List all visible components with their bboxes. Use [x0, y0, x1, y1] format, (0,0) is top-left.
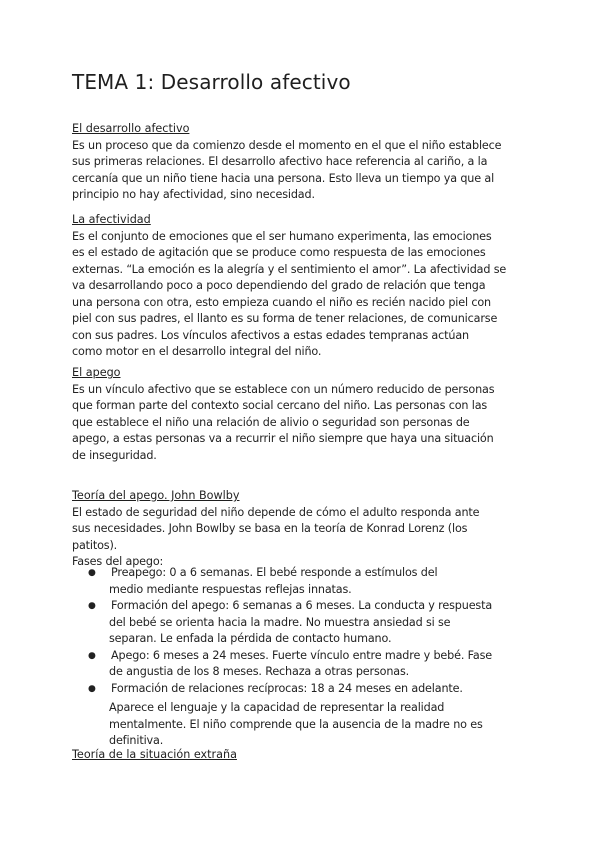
paragraph-line: es el estado de agitación que se produce como respuesta de las emociones: [72, 246, 486, 259]
list-item-line: medio mediante respuestas reflejas innatas.: [109, 582, 352, 596]
phases-list: [72, 565, 542, 697]
list-item-line: separan. Le enfada la pérdida de contacto humano.: [109, 632, 392, 645]
bullet-icon: ●: [88, 568, 96, 578]
paragraph-line: piel con sus padres, el llanto es su forma de tener relaciones, de comunicarse: [72, 312, 498, 325]
list-item-line: Formación del apego: 6 semanas a 6 meses. La conducta y respuesta: [111, 599, 493, 612]
paragraph-line: va desarrollando poco a poco dependiendo del grado de relación que tenga: [72, 279, 486, 292]
paragraph-line: Es un proceso que da comienzo desde el momento en el que el niño establece: [72, 138, 502, 152]
paragraph-line: sus primeras relaciones. El desarrollo afectivo hace referencia al cariño, a la: [72, 155, 488, 168]
section-paragraph: [72, 229, 532, 361]
paragraph-line: sus necesidades. John Bowlby se basa en la teoría de Konrad Lorenz (los: [72, 522, 468, 535]
list-item: [72, 565, 542, 598]
list-item-line: del bebé se orienta hacia la madre. No muestra ansiedad si se: [109, 615, 451, 629]
paragraph-line: Es el conjunto de emociones que el ser humano experimenta, las emociones: [72, 229, 492, 243]
paragraph-line: cercanía que un niño tiene hacia una persona. Esto lleva un tiempo ya que al: [72, 171, 495, 185]
section-paragraph: [72, 382, 532, 465]
document-title: TEMA 1: Desarrollo afectivo: [72, 70, 351, 94]
bullet-icon: ●: [88, 601, 96, 611]
paragraph-line: definitiva.: [109, 734, 164, 747]
paragraph-line: El estado de seguridad del niño depende de cómo el adulto responda ante: [72, 505, 480, 519]
list-item-line: de angustia de los 8 meses. Rechaza a otras personas.: [109, 665, 410, 678]
list-item: [72, 681, 542, 698]
paragraph-line: externas. “La emoción es la alegría y el sentimiento el amor”. La afectividad se: [72, 262, 507, 276]
list-item-line: Preapego: 0 a 6 semanas. El bebé responde a estímulos del: [111, 566, 438, 579]
section-heading: Teoría del apego. John Bowlby: [72, 489, 240, 502]
section-teoria-apego: [72, 488, 532, 571]
section-apego: [72, 365, 532, 464]
section-heading: La afectividad: [72, 213, 151, 226]
list-item: [72, 648, 542, 681]
list-item-line: Apego: 6 meses a 24 meses. Fuerte vínculo entre madre y bebé. Fase: [111, 648, 493, 662]
list-item-line: Formación de relaciones recíprocas: 18 a 24 meses en adelante.: [111, 681, 463, 695]
paragraph-line: Aparece el lenguaje y la capacidad de representar la realidad: [109, 701, 445, 714]
section-heading: El apego: [72, 366, 121, 379]
paragraph-line: con sus padres. Los vínculos afectivos a estas edades tempranas actúan: [72, 328, 469, 342]
paragraph-line: una persona con otra, esto empieza cuando el niño es recién nacido piel con: [72, 295, 491, 309]
paragraph-line: patitos).: [72, 538, 118, 552]
section-situacion-extrana: [72, 747, 532, 764]
section-paragraph: [72, 505, 532, 571]
paragraph-line: Fases del apego:: [72, 555, 164, 568]
section-heading: Teoría de la situación extraña: [72, 748, 237, 761]
paragraph-line: que establece el niño una relación de alivio o seguridad son personas de: [72, 415, 470, 429]
paragraph-line: apego, a estas personas va a recurrir el niño siempre que haya una situación: [72, 432, 494, 445]
list-item: [72, 598, 542, 648]
section-heading: El desarrollo afectivo: [72, 122, 190, 135]
paragraph-line: como motor en el desarrollo integral del niño.: [72, 345, 322, 358]
bullet-icon: ●: [88, 683, 96, 694]
section-desarrollo-afectivo: [72, 121, 532, 204]
paragraph-line: que forman parte del contexto social cercano del niño. Las personas con las: [72, 399, 488, 412]
closing-paragraph: [109, 700, 549, 750]
section-afectividad: [72, 212, 532, 361]
paragraph-line: principio no hay afectividad, sino necesidad.: [72, 188, 315, 201]
bullet-icon: ●: [88, 650, 96, 661]
section-paragraph: [72, 138, 532, 204]
paragraph-line: de inseguridad.: [72, 448, 157, 462]
paragraph-line: Es un vínculo afectivo que se establece con un número reducido de personas: [72, 382, 495, 396]
paragraph-line: mentalmente. El niño comprende que la ausencia de la madre no es: [109, 717, 483, 731]
